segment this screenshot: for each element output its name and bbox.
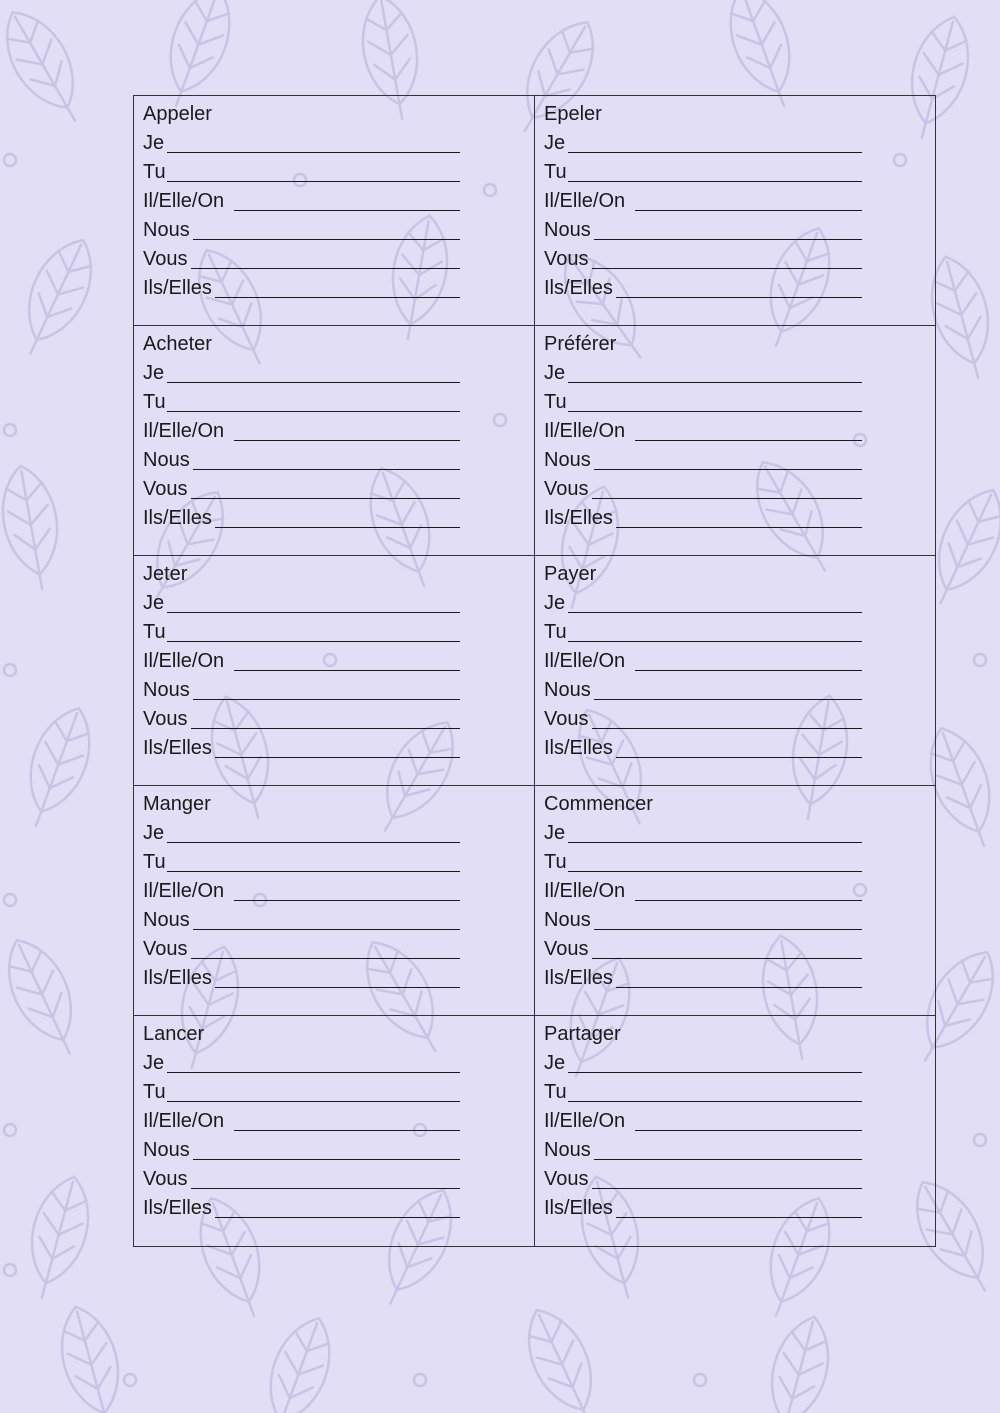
pronoun-label: Je [544, 132, 566, 154]
conjugation-row [544, 1194, 936, 1223]
answer-blank-line[interactable] [215, 987, 460, 988]
conjugation-row [544, 1136, 936, 1165]
conjugation-row [544, 1078, 936, 1107]
verb-title: Partager [544, 1023, 621, 1045]
pronoun-label: Il/Elle/On [544, 880, 626, 902]
conjugation-row [143, 1078, 534, 1107]
pronoun-label: Vous [544, 478, 589, 500]
verb-cell [535, 556, 936, 786]
conjugation-row [143, 676, 534, 705]
dot-ornament [414, 1374, 426, 1386]
pronoun-label: Ils/Elles [544, 737, 613, 759]
conjugation-row [544, 504, 936, 533]
dot-ornament [4, 1124, 16, 1136]
answer-blank-line[interactable] [167, 1101, 460, 1102]
dot-ornament [4, 424, 16, 436]
answer-blank-line[interactable] [568, 382, 862, 383]
conjugation-row [544, 877, 936, 906]
pronoun-label: Il/Elle/On [143, 420, 225, 442]
pronoun-label: Il/Elle/On [143, 880, 225, 902]
answer-blank-line[interactable] [616, 757, 862, 758]
conjugation-row [544, 1049, 936, 1078]
pronoun-label: Nous [544, 449, 591, 471]
answer-blank-line[interactable] [234, 210, 460, 211]
pronoun-label: Nous [143, 449, 190, 471]
leaf-icon [7, 229, 107, 364]
pronoun-label: Tu [143, 851, 166, 873]
pronoun-label: Il/Elle/On [143, 650, 225, 672]
answer-blank-line[interactable] [568, 152, 862, 153]
pronoun-label: Il/Elle/On [544, 650, 626, 672]
conjugation-row [544, 129, 936, 158]
answer-blank-line[interactable] [568, 871, 862, 872]
leaf-icon [0, 929, 93, 1064]
conjugation-row [544, 935, 936, 964]
conjugation-row [544, 274, 936, 303]
conjugation-row [143, 446, 534, 475]
pronoun-label: Je [143, 592, 165, 614]
dot-ornament [4, 154, 16, 166]
answer-blank-line[interactable] [594, 469, 862, 470]
pronoun-label: Je [143, 362, 165, 384]
answer-blank-line[interactable] [191, 1188, 460, 1189]
verb-cell [535, 1016, 936, 1246]
answer-blank-line[interactable] [193, 929, 460, 930]
pronoun-label: Tu [143, 161, 166, 183]
conjugation-row [143, 187, 534, 216]
verb-title: Acheter [143, 333, 212, 355]
pronoun-label: Ils/Elles [544, 1197, 613, 1219]
pronoun-label: Je [544, 592, 566, 614]
leaf-icon [0, 461, 68, 593]
conjugation-row [143, 705, 534, 734]
conjugation-row [143, 388, 534, 417]
pronoun-label: Nous [143, 219, 190, 241]
pronoun-label: Ils/Elles [544, 277, 613, 299]
dot-ornament [4, 1264, 16, 1276]
conjugation-row [544, 589, 936, 618]
conjugation-row [544, 618, 936, 647]
answer-blank-line[interactable] [568, 1072, 862, 1073]
verb-title: Manger [143, 793, 211, 815]
answer-blank-line[interactable] [616, 297, 862, 298]
answer-blank-line[interactable] [193, 469, 460, 470]
answer-blank-line[interactable] [167, 842, 460, 843]
pronoun-label: Vous [143, 248, 188, 270]
pronoun-label: Ils/Elles [544, 967, 613, 989]
pronoun-label: Il/Elle/On [544, 190, 626, 212]
conjugation-row [143, 848, 534, 877]
answer-blank-line[interactable] [215, 297, 460, 298]
pronoun-label: Je [143, 822, 165, 844]
pronoun-label: Tu [544, 1081, 567, 1103]
conjugation-row [143, 504, 534, 533]
answer-blank-line[interactable] [568, 641, 862, 642]
conjugation-row [544, 245, 936, 274]
conjugation-row [544, 216, 936, 245]
answer-blank-line[interactable] [568, 842, 862, 843]
pronoun-label: Je [544, 822, 566, 844]
conjugation-row [143, 158, 534, 187]
answer-blank-line[interactable] [592, 1188, 862, 1189]
leaf-icon [513, 1299, 613, 1413]
leaf-icon [0, 0, 98, 134]
answer-blank-line[interactable] [616, 1217, 862, 1218]
answer-blank-line[interactable] [215, 757, 460, 758]
pronoun-label: Vous [143, 478, 188, 500]
conjugation-row [143, 475, 534, 504]
verb-cell [535, 786, 936, 1016]
answer-blank-line[interactable] [193, 1159, 460, 1160]
conjugation-row [143, 245, 534, 274]
pronoun-label: Tu [544, 391, 567, 413]
conjugation-row [544, 359, 936, 388]
answer-blank-line[interactable] [167, 1072, 460, 1073]
answer-blank-line[interactable] [167, 612, 460, 613]
conjugation-row [544, 1107, 936, 1136]
verb-cell [535, 96, 936, 326]
pronoun-label: Tu [143, 391, 166, 413]
answer-blank-line[interactable] [234, 440, 460, 441]
conjugation-row [143, 734, 534, 763]
answer-blank-line[interactable] [594, 699, 862, 700]
conjugation-row [544, 705, 936, 734]
conjugation-row [143, 1165, 534, 1194]
pronoun-label: Il/Elle/On [544, 1110, 626, 1132]
pronoun-label: Vous [143, 708, 188, 730]
answer-blank-line[interactable] [616, 987, 862, 988]
pronoun-label: Tu [143, 1081, 166, 1103]
pronoun-label: Nous [143, 1139, 190, 1161]
verb-cell [134, 786, 535, 1016]
conjugation-row [544, 964, 936, 993]
pronoun-label: Nous [544, 909, 591, 931]
conjugation-row [544, 734, 936, 763]
dot-ornament [4, 894, 16, 906]
dot-ornament [974, 1134, 986, 1146]
answer-blank-line[interactable] [568, 1101, 862, 1102]
dot-ornament [974, 654, 986, 666]
conjugation-row [143, 1049, 534, 1078]
verb-cell [134, 556, 535, 786]
answer-blank-line[interactable] [234, 900, 460, 901]
conjugation-row [143, 274, 534, 303]
conjugation-row [544, 187, 936, 216]
answer-blank-line[interactable] [167, 152, 460, 153]
conjugation-row [544, 1165, 936, 1194]
answer-blank-line[interactable] [568, 411, 862, 412]
leaf-icon [50, 1300, 133, 1413]
pronoun-label: Nous [544, 1139, 591, 1161]
conjugation-row [143, 359, 534, 388]
verb-title: Appeler [143, 103, 212, 125]
answer-blank-line[interactable] [191, 728, 460, 729]
pronoun-label: Nous [143, 679, 190, 701]
pronoun-label: Nous [143, 909, 190, 931]
conjugation-row [143, 1136, 534, 1165]
answer-blank-line[interactable] [167, 871, 460, 872]
pronoun-label: Tu [544, 621, 567, 643]
answer-blank-line[interactable] [215, 1217, 460, 1218]
answer-blank-line[interactable] [167, 382, 460, 383]
conjugation-row [143, 877, 534, 906]
conjugation-row [143, 647, 534, 676]
conjugation-row [143, 129, 534, 158]
pronoun-label: Vous [544, 1168, 589, 1190]
answer-blank-line[interactable] [592, 498, 862, 499]
conjugation-row [143, 1107, 534, 1136]
answer-blank-line[interactable] [191, 268, 460, 269]
verb-title: Commencer [544, 793, 653, 815]
conjugation-row [544, 647, 936, 676]
pronoun-label: Je [544, 362, 566, 384]
pronoun-label: Il/Elle/On [544, 420, 626, 442]
pronoun-label: Ils/Elles [143, 967, 212, 989]
conjugation-row [544, 475, 936, 504]
answer-blank-line[interactable] [592, 728, 862, 729]
pronoun-label: Ils/Elles [143, 277, 212, 299]
leaf-icon [251, 1309, 343, 1413]
conjugation-row [544, 676, 936, 705]
leaf-icon [11, 699, 103, 834]
answer-blank-line[interactable] [234, 670, 460, 671]
answer-blank-line[interactable] [592, 268, 862, 269]
verb-title: Epeler [544, 103, 602, 125]
answer-blank-line[interactable] [167, 641, 460, 642]
answer-blank-line[interactable] [191, 958, 460, 959]
pronoun-label: Je [143, 1052, 165, 1074]
conjugation-row [544, 388, 936, 417]
answer-blank-line[interactable] [167, 411, 460, 412]
answer-blank-line[interactable] [635, 670, 862, 671]
conjugation-row [544, 417, 936, 446]
conjugation-row [143, 935, 534, 964]
pronoun-label: Vous [544, 248, 589, 270]
dot-ornament [694, 1374, 706, 1386]
conjugation-row [143, 1194, 534, 1223]
answer-blank-line[interactable] [594, 929, 862, 930]
answer-blank-line[interactable] [592, 958, 862, 959]
answer-blank-line[interactable] [193, 699, 460, 700]
leaf-icon [757, 1310, 840, 1413]
answer-blank-line[interactable] [193, 239, 460, 240]
answer-blank-line[interactable] [167, 181, 460, 182]
verb-title: Payer [544, 563, 597, 585]
pronoun-label: Vous [544, 708, 589, 730]
pronoun-label: Ils/Elles [143, 737, 212, 759]
conjugation-row [544, 819, 936, 848]
pronoun-label: Je [143, 132, 165, 154]
conjugation-row [544, 446, 936, 475]
pronoun-label: Il/Elle/On [143, 190, 225, 212]
pronoun-label: Vous [143, 938, 188, 960]
answer-blank-line[interactable] [594, 239, 862, 240]
conjugation-row [143, 819, 534, 848]
answer-blank-line[interactable] [594, 1159, 862, 1160]
pronoun-label: Nous [544, 679, 591, 701]
conjugation-row [143, 216, 534, 245]
answer-blank-line[interactable] [635, 900, 862, 901]
conjugation-table [133, 95, 936, 1247]
conjugation-row [143, 618, 534, 647]
pronoun-label: Vous [143, 1168, 188, 1190]
conjugation-row [143, 417, 534, 446]
answer-blank-line[interactable] [635, 1130, 862, 1131]
conjugation-row [544, 158, 936, 187]
conjugation-row [143, 964, 534, 993]
verb-cell [134, 1016, 535, 1246]
answer-blank-line[interactable] [234, 1130, 460, 1131]
pronoun-label: Tu [544, 161, 567, 183]
answer-blank-line[interactable] [635, 210, 862, 211]
pronoun-label: Tu [544, 851, 567, 873]
answer-blank-line[interactable] [215, 527, 460, 528]
dot-ornament [4, 664, 16, 676]
verb-title: Jeter [143, 563, 188, 585]
conjugation-row [143, 589, 534, 618]
answer-blank-line[interactable] [616, 527, 862, 528]
verb-cell [134, 96, 535, 326]
pronoun-label: Nous [544, 219, 591, 241]
answer-blank-line[interactable] [635, 440, 862, 441]
conjugation-row [143, 906, 534, 935]
pronoun-label: Ils/Elles [143, 1197, 212, 1219]
answer-blank-line[interactable] [191, 498, 460, 499]
conjugation-row [544, 906, 936, 935]
pronoun-label: Il/Elle/On [143, 1110, 225, 1132]
pronoun-label: Vous [544, 938, 589, 960]
verb-cell [535, 326, 936, 556]
verb-title: Lancer [143, 1023, 205, 1045]
conjugation-row [544, 848, 936, 877]
answer-blank-line[interactable] [568, 181, 862, 182]
pronoun-label: Ils/Elles [544, 507, 613, 529]
dot-ornament [124, 1374, 136, 1386]
pronoun-label: Tu [143, 621, 166, 643]
verb-cell [134, 326, 535, 556]
verb-title: Préférer [544, 333, 617, 355]
leaf-icon [17, 1170, 100, 1304]
pronoun-label: Ils/Elles [143, 507, 212, 529]
answer-blank-line[interactable] [568, 612, 862, 613]
pronoun-label: Je [544, 1052, 566, 1074]
